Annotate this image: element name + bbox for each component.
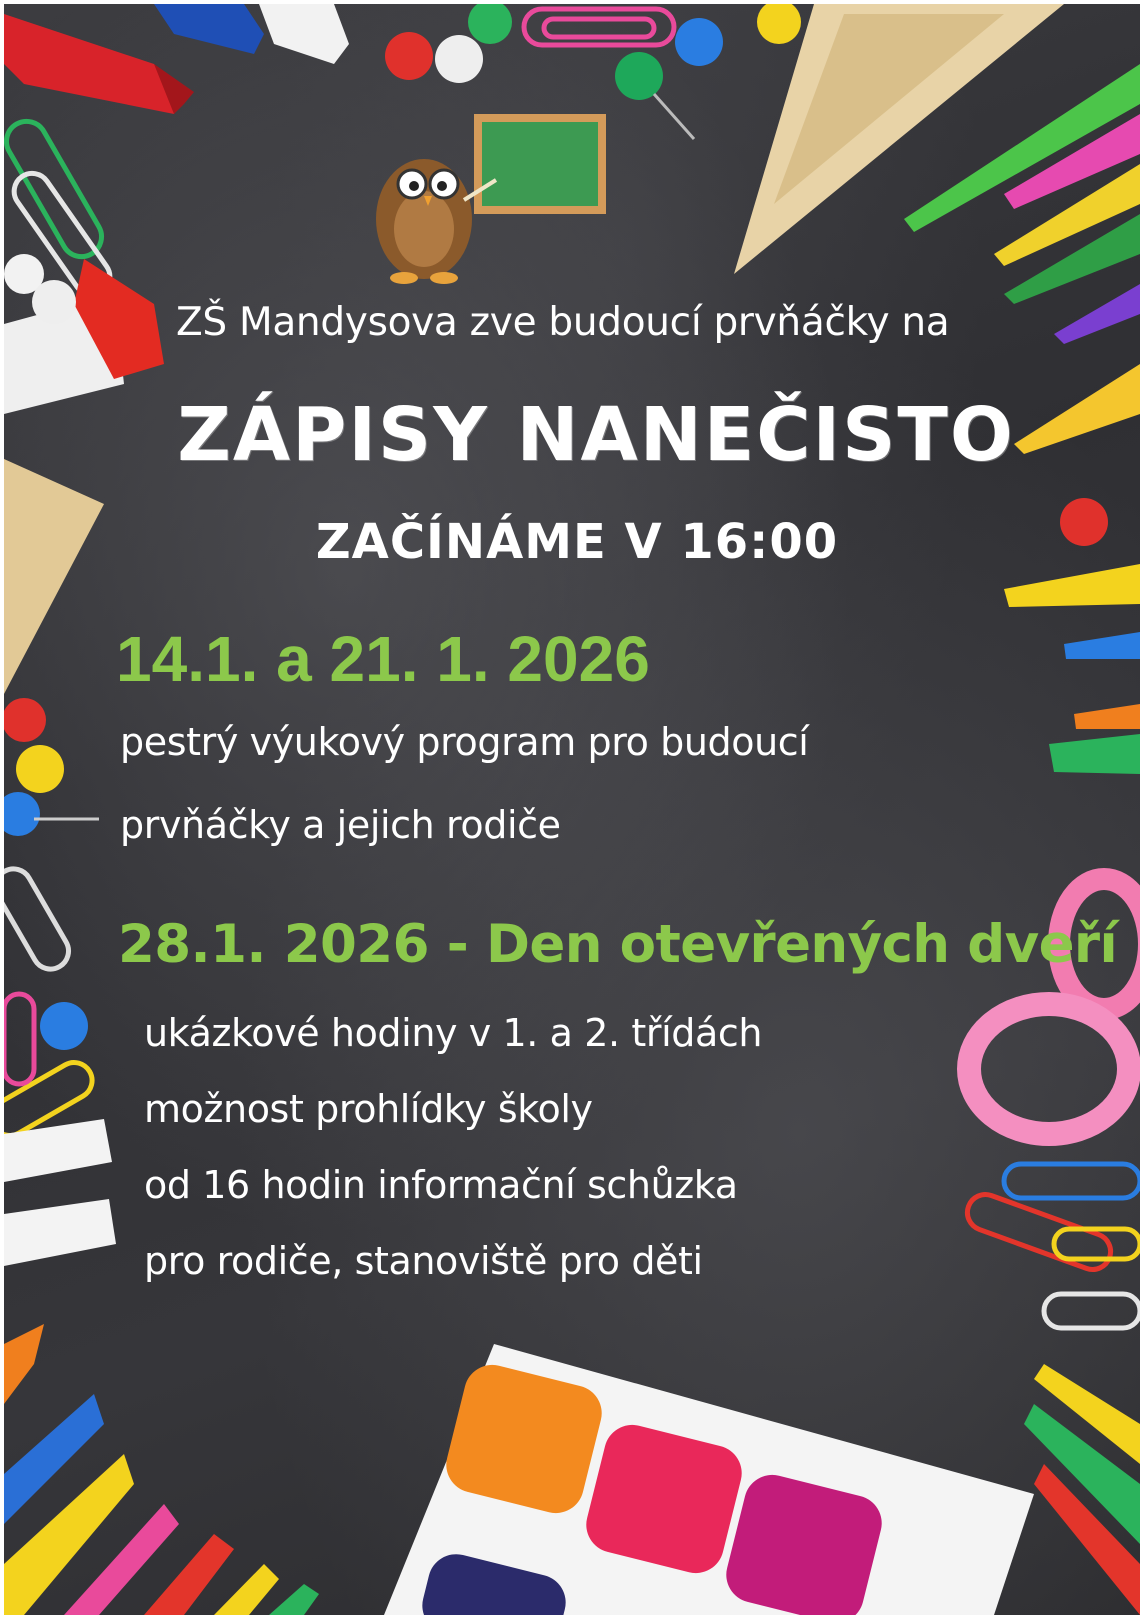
marker-icon	[154, 4, 264, 54]
invite-line: ZŠ Mandysova zve budoucí prvňáčky na	[176, 300, 950, 345]
page-title: ZÁPISY NANEČISTO	[177, 392, 1015, 478]
event2-item: pro rodiče, stanoviště pro děti	[144, 1239, 703, 1283]
event1-dates: 14.1. a 21. 1. 2026	[116, 623, 650, 695]
marker-icon	[4, 14, 194, 114]
chalkboard-icon	[464, 114, 606, 214]
start-time: ZAČÍNÁME V 16:00	[315, 514, 839, 570]
chalk-icon	[4, 1119, 116, 1266]
paper-clip-icon	[4, 862, 99, 1142]
event2-heading: 28.1. 2026 - Den otevřených dveří	[118, 914, 1118, 975]
paper-clip-icon	[962, 1164, 1140, 1328]
event2-item: ukázkové hodiny v 1. a 2. třídách	[144, 1011, 763, 1055]
poster	[4, 4, 1140, 1615]
event1-description-line: pestrý výukový program pro budoucí	[120, 720, 809, 764]
owl-teacher-icon	[376, 159, 472, 284]
colored-pencils-icon	[1024, 1364, 1140, 1615]
chalk-icon	[259, 4, 349, 64]
colored-pencils-icon	[4, 1324, 319, 1615]
marker-icon	[4, 254, 164, 414]
push-pin-icon	[4, 698, 99, 1050]
event1-description-line: prvňáčky a jejich rodiče	[120, 803, 561, 847]
watercolor-palette-icon	[384, 1344, 1034, 1615]
ruler-icon	[4, 459, 104, 694]
event2-item: od 16 hodin informační schůzka	[144, 1163, 738, 1207]
ruler-icon	[734, 4, 1064, 274]
event2-item: možnost prohlídky školy	[144, 1087, 593, 1131]
